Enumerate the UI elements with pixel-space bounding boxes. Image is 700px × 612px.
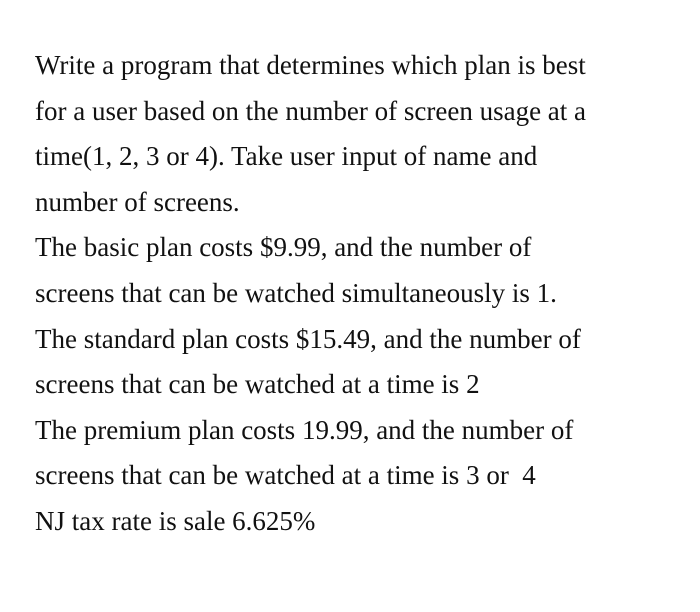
- text-line-4: number of screens.: [35, 186, 240, 217]
- text-line-9: The premium plan costs 19.99, and the number of: [35, 414, 574, 445]
- text-line-1: Write a program that determines which plan is best: [35, 50, 586, 80]
- problem-statement: [35, 43, 675, 545]
- text-line-3: time(1, 2, 3 or 4). Take user input of name and: [35, 141, 538, 172]
- text-line-7: The standard plan costs $15.49, and the number of: [35, 323, 581, 354]
- text-line-8: screens that can be watched at a time is 2: [35, 369, 480, 400]
- text-line-10: screens that can be watched at a time is 3 or 4: [35, 460, 536, 491]
- text-line-6: screens that can be watched simultaneously is 1.: [35, 277, 557, 308]
- text-line-11: NJ tax rate is sale 6.625%: [35, 505, 316, 536]
- text-line-5: The basic plan costs $9.99, and the number of: [35, 232, 532, 263]
- text-line-2: for a user based on the number of screen usage at a: [35, 95, 587, 126]
